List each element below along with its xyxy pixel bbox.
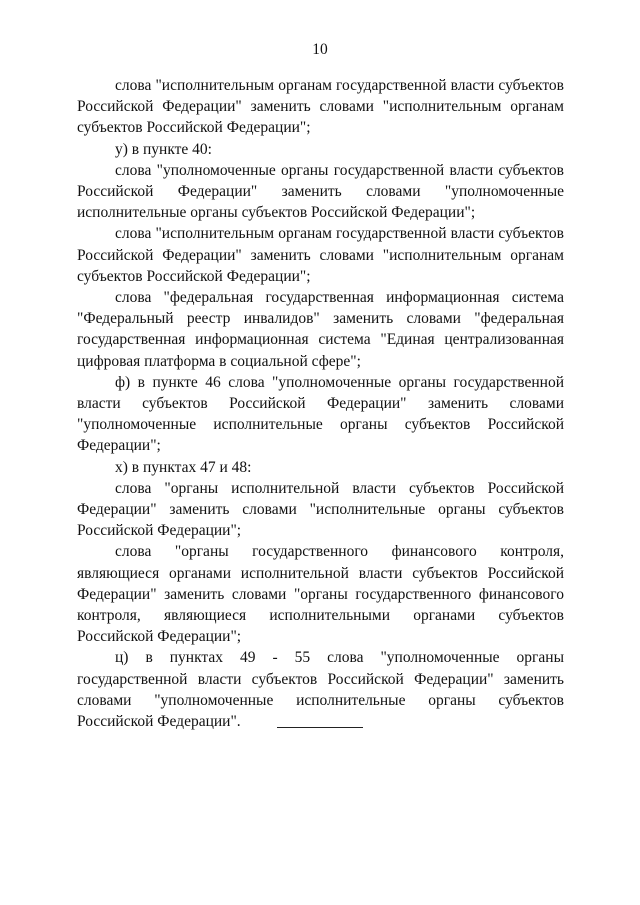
paragraph: слова "органы государственного финансового контроля, являющиеся органами исполнительной власти субъектов Российской Федерации" заменить словами "органы государственного финансового контроля, являющиеся исполнительными органами субъектов Российской Федерации"; [77,543,564,646]
page-number: 10 [312,41,328,58]
end-of-document-rule [277,727,363,728]
paragraph: у) в пункте 40: [115,140,212,158]
paragraph: ц) в пунктах 49 - 55 слова "уполномоченные органы государственной власти субъектов Российской Федерации" заменить словами "уполномоченные исполнительные органы субъектов Российской Федерации". [77,649,564,731]
paragraph: слова "исполнительным органам государственной власти субъектов Российской Федерации" заменить словами "исполнительным органам субъектов Российской Федерации"; [77,77,564,137]
paragraph: слова "исполнительным органам государственной власти субъектов Российской Федерации" заменить словами "исполнительным органам субъектов Российской Федерации"; [77,225,564,285]
paragraph: слова "федеральная государственная информационная система "Федеральный реестр инвалидов" заменить словами "федеральная государственная информационная система "Единая централизованная цифровая платформа в социальной сфере"; [77,289,564,370]
paragraph: х) в пунктах 47 и 48: [115,458,252,476]
paragraph: ф) в пункте 46 слова "уполномоченные органы государственной власти субъектов Российской Федерации" заменить словами "уполномоченные исполнительные органы субъектов Российской Федерации"; [77,373,564,455]
document-body [77,75,564,732]
paragraph: слова "органы исполнительной власти субъектов Российской Федерации" заменить словами "исполнительные органы субъектов Российской Федерации"; [77,479,564,540]
paragraph: слова "уполномоченные органы государственной власти субъектов Российской Федерации" заменить словами "уполномоченные исполнительные органы субъектов Российской Федерации"; [77,161,564,222]
